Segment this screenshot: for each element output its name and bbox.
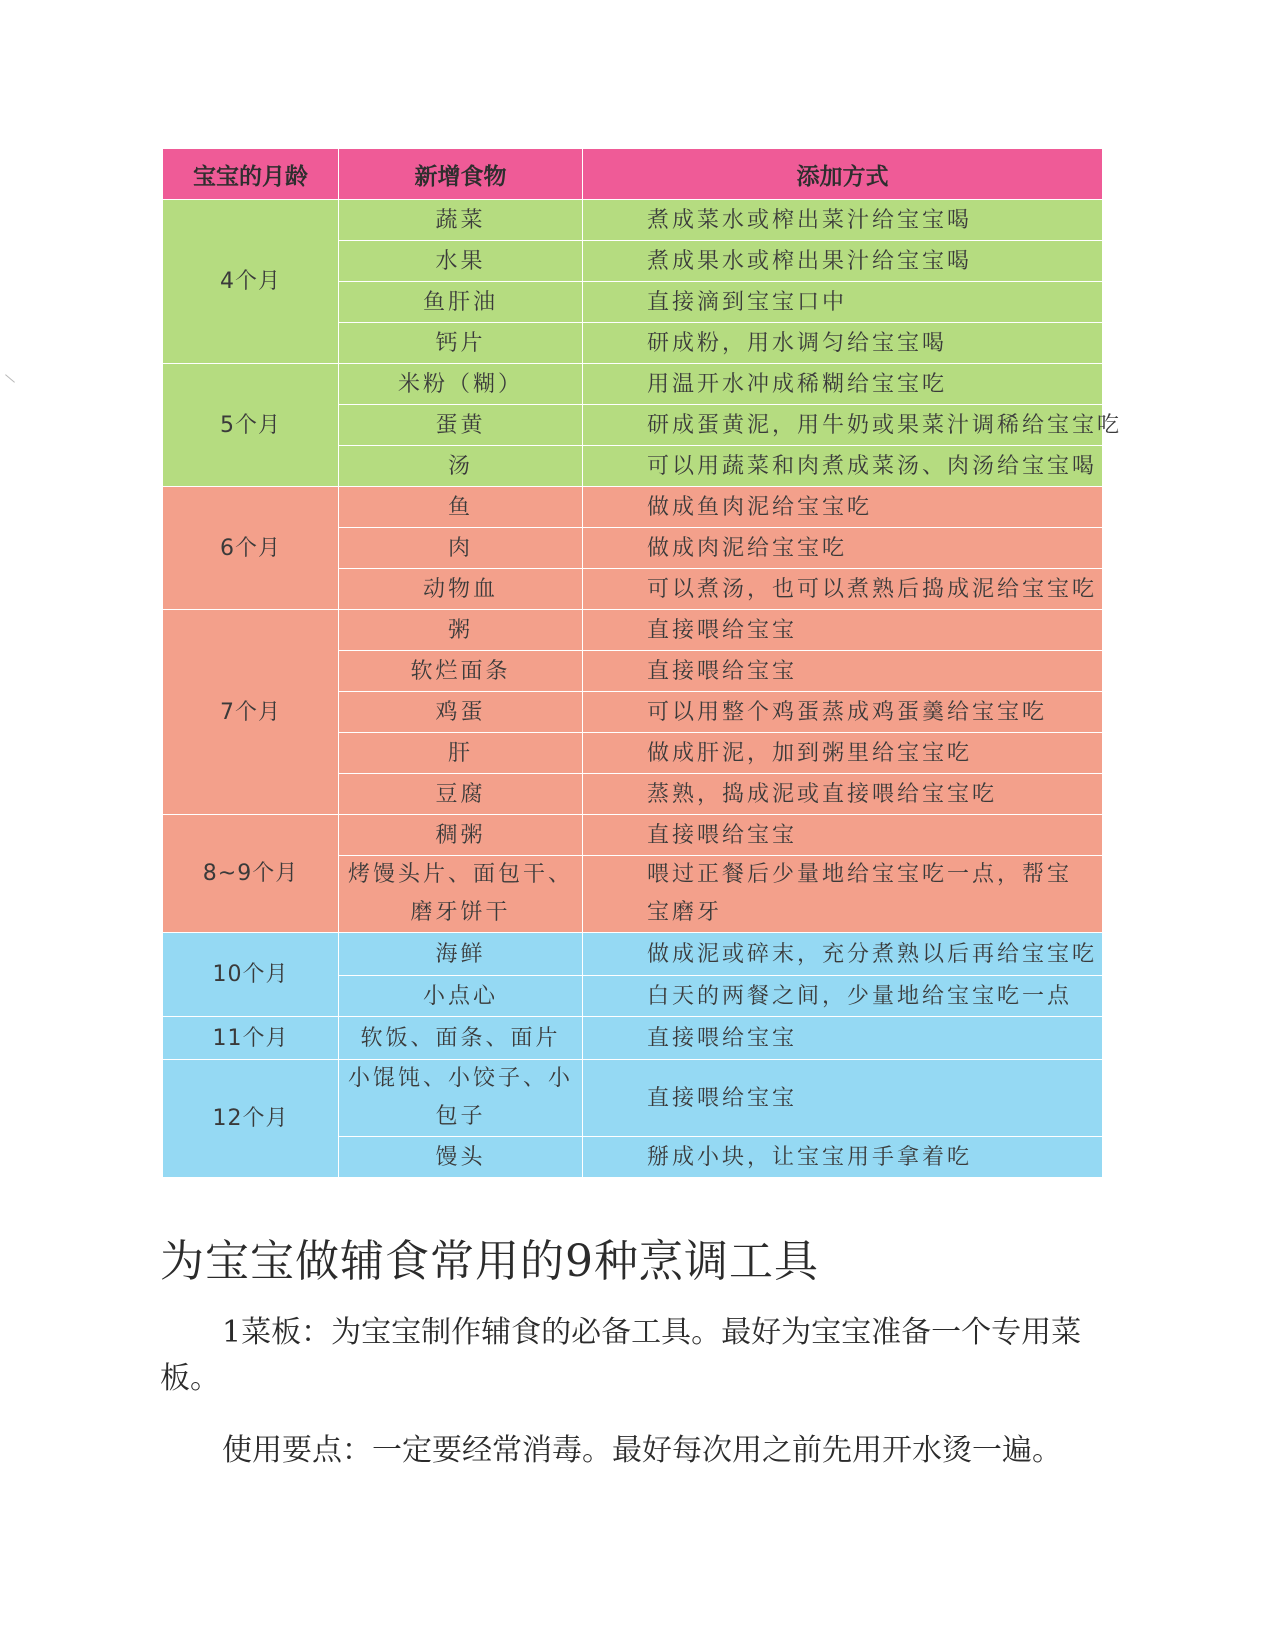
- food-cell: 小馄饨、小饺子、小包子: [339, 1060, 583, 1137]
- food-cell: 肝: [339, 733, 583, 774]
- table-row: [163, 1017, 1103, 1060]
- age-cell: 6个月: [163, 487, 339, 610]
- food-cell: 小点心: [339, 976, 583, 1017]
- food-cell: 鱼: [339, 487, 583, 528]
- method-cell: 研成蛋黄泥，用牛奶或果菜汁调稀给宝宝吃: [583, 405, 1103, 446]
- header-age: 宝宝的月龄: [163, 149, 339, 200]
- method-cell: 煮成果水或榨出果汁给宝宝喝: [583, 241, 1103, 282]
- food-cell: 烤馒头片、面包干、磨牙饼干: [339, 856, 583, 933]
- age-cell: 8~9个月: [163, 815, 339, 933]
- food-cell: 海鲜: [339, 933, 583, 976]
- scan-mark: [5, 374, 15, 382]
- food-cell: 动物血: [339, 569, 583, 610]
- method-cell: 做成肉泥给宝宝吃: [583, 528, 1103, 569]
- method-cell: 直接滴到宝宝口中: [583, 282, 1103, 323]
- table-row: [163, 815, 1103, 856]
- food-cell: 蛋黄: [339, 405, 583, 446]
- food-cell: 水果: [339, 241, 583, 282]
- table-row: [163, 200, 1103, 241]
- age-cell: 4个月: [163, 200, 339, 364]
- food-cell: 汤: [339, 446, 583, 487]
- food-cell: 豆腐: [339, 774, 583, 815]
- food-cell: 软饭、面条、面片: [339, 1017, 583, 1060]
- method-cell: 白天的两餐之间，少量地给宝宝吃一点: [583, 976, 1103, 1017]
- food-cell: 鱼肝油: [339, 282, 583, 323]
- method-cell: 可以用蔬菜和肉煮成菜汤、肉汤给宝宝喝: [583, 446, 1103, 487]
- method-cell: 直接喂给宝宝: [583, 1060, 1103, 1137]
- age-cell: 11个月: [163, 1017, 339, 1060]
- food-cell: 软烂面条: [339, 651, 583, 692]
- table-row: [163, 487, 1103, 528]
- food-cell: 鸡蛋: [339, 692, 583, 733]
- table-row: [163, 1060, 1103, 1137]
- header-method: 添加方式: [583, 149, 1103, 200]
- feeding-table: [162, 148, 1123, 1178]
- method-cell: 喂过正餐后少量地给宝宝吃一点，帮宝宝磨牙: [583, 856, 1103, 933]
- food-cell: 米粉（糊）: [339, 364, 583, 405]
- food-cell: 蔬菜: [339, 200, 583, 241]
- food-cell: 肉: [339, 528, 583, 569]
- method-cell: 蒸熟，捣成泥或直接喂给宝宝吃: [583, 774, 1103, 815]
- table-header-row: [163, 149, 1103, 200]
- method-cell: 直接喂给宝宝: [583, 610, 1103, 651]
- paragraph-cutting-board: 1菜板：为宝宝制作辅食的必备工具。最好为宝宝准备一个专用菜板。: [160, 1315, 1082, 1396]
- food-cell: 粥: [339, 610, 583, 651]
- header-food: 新增食物: [339, 149, 583, 200]
- method-cell: 掰成小块，让宝宝用手拿着吃: [583, 1137, 1103, 1178]
- food-cell: 馒头: [339, 1137, 583, 1178]
- method-cell: 可以用整个鸡蛋蒸成鸡蛋羹给宝宝吃: [583, 692, 1103, 733]
- section-heading: 为宝宝做辅食常用的9种烹调工具: [160, 1236, 819, 1287]
- age-cell: 10个月: [163, 933, 339, 1017]
- age-cell: 5个月: [163, 364, 339, 487]
- table-row: [163, 364, 1103, 405]
- method-cell: 做成鱼肉泥给宝宝吃: [583, 487, 1103, 528]
- method-cell: 用温开水冲成稀糊给宝宝吃: [583, 364, 1103, 405]
- method-cell: 煮成菜水或榨出菜汁给宝宝喝: [583, 200, 1103, 241]
- table-row: [163, 610, 1103, 651]
- food-cell: 稠粥: [339, 815, 583, 856]
- method-cell: 直接喂给宝宝: [583, 651, 1103, 692]
- method-cell: 直接喂给宝宝: [583, 815, 1103, 856]
- method-cell: 研成粉，用水调匀给宝宝喝: [583, 323, 1103, 364]
- method-cell: 可以煮汤，也可以煮熟后捣成泥给宝宝吃: [583, 569, 1103, 610]
- method-cell: 直接喂给宝宝: [583, 1017, 1103, 1060]
- paragraph-usage-tips: 使用要点：一定要经常消毒。最好每次用之前先用开水烫一遍。: [222, 1433, 1062, 1468]
- method-cell: 做成泥或碎末，充分煮熟以后再给宝宝吃: [583, 933, 1103, 976]
- age-cell: 12个月: [163, 1060, 339, 1178]
- age-cell: 7个月: [163, 610, 339, 815]
- method-cell: 做成肝泥，加到粥里给宝宝吃: [583, 733, 1103, 774]
- table-row: [163, 933, 1103, 976]
- food-cell: 钙片: [339, 323, 583, 364]
